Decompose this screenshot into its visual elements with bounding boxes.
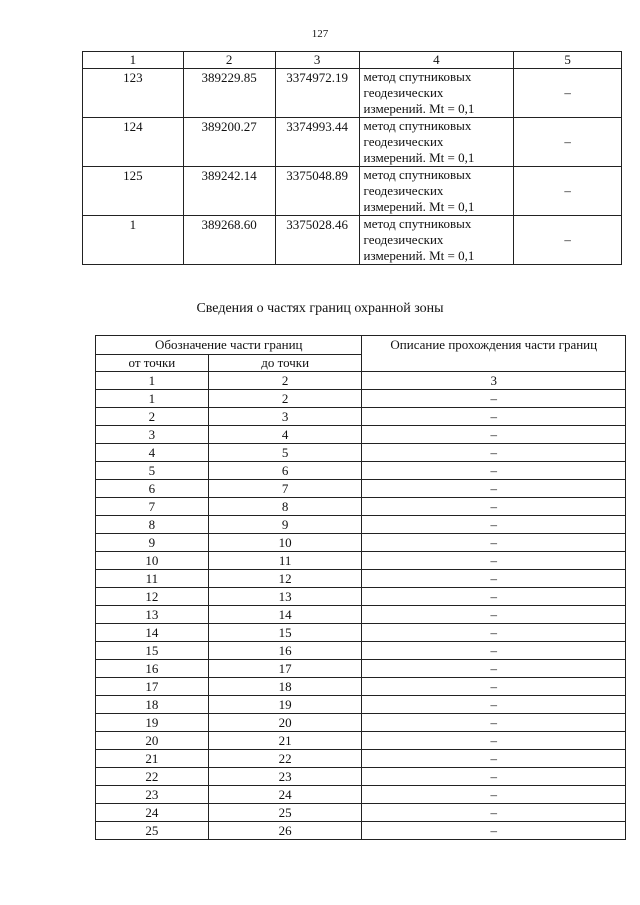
to-point-cell: 18 <box>208 678 362 696</box>
from-point-cell: 21 <box>96 750 209 768</box>
method-line: геодезических <box>363 85 444 100</box>
description-cell: – <box>362 516 626 534</box>
note-cell: – <box>514 69 622 118</box>
description-cell: – <box>362 606 626 624</box>
table-row <box>96 534 626 552</box>
y-coordinate-cell: 3374972.19 <box>275 69 359 118</box>
x-coordinate-cell: 389200.27 <box>183 118 275 167</box>
to-point-cell: 8 <box>208 498 362 516</box>
column-number: 1 <box>96 372 209 390</box>
table-row <box>96 624 626 642</box>
from-point-cell: 16 <box>96 660 209 678</box>
description-cell: – <box>362 822 626 840</box>
description-cell: – <box>362 786 626 804</box>
to-point-cell: 13 <box>208 588 362 606</box>
group-header: Обозначение части границ <box>96 336 362 355</box>
table-row <box>96 822 626 840</box>
x-coordinate-cell: 389268.60 <box>183 216 275 265</box>
from-point-cell: 13 <box>96 606 209 624</box>
method-line: измерений. Mt = 0,1 <box>363 101 475 116</box>
coordinates-table <box>82 51 622 265</box>
description-cell: – <box>362 588 626 606</box>
description-cell: – <box>362 534 626 552</box>
from-point-cell: 9 <box>96 534 209 552</box>
method-line: геодезических <box>363 183 444 198</box>
method-line: геодезических <box>363 232 444 247</box>
description-cell: – <box>362 768 626 786</box>
table-row <box>96 390 626 408</box>
table-row <box>96 786 626 804</box>
description-cell: – <box>362 462 626 480</box>
method-line: метод спутниковых <box>363 69 472 84</box>
to-point-cell: 17 <box>208 660 362 678</box>
description-cell: – <box>362 498 626 516</box>
method-cell <box>359 118 514 167</box>
description-cell: – <box>362 480 626 498</box>
from-point-cell: 2 <box>96 408 209 426</box>
description-cell: – <box>362 804 626 822</box>
to-point-cell: 10 <box>208 534 362 552</box>
y-coordinate-cell: 3375048.89 <box>275 167 359 216</box>
to-point-cell: 4 <box>208 426 362 444</box>
column-number: 3 <box>275 52 359 69</box>
description-cell: – <box>362 426 626 444</box>
from-point-cell: 6 <box>96 480 209 498</box>
from-point-cell: 1 <box>96 390 209 408</box>
table-row <box>96 552 626 570</box>
table-row <box>83 167 622 216</box>
table-row <box>96 462 626 480</box>
from-point-cell: 11 <box>96 570 209 588</box>
x-coordinate-cell: 389242.14 <box>183 167 275 216</box>
note-cell: – <box>514 167 622 216</box>
table-row <box>96 732 626 750</box>
from-point-cell: 15 <box>96 642 209 660</box>
table-row <box>96 750 626 768</box>
to-point-cell: 12 <box>208 570 362 588</box>
to-point-header: до точки <box>208 355 362 372</box>
method-line: метод спутниковых <box>363 216 472 231</box>
table-header-row <box>96 336 626 355</box>
note-cell: – <box>514 216 622 265</box>
page-number: 127 <box>311 28 329 40</box>
from-point-cell: 8 <box>96 516 209 534</box>
table-header-row <box>83 52 622 69</box>
y-coordinate-cell: 3374993.44 <box>275 118 359 167</box>
from-point-cell: 22 <box>96 768 209 786</box>
to-point-cell: 14 <box>208 606 362 624</box>
table-row <box>96 498 626 516</box>
note-cell: – <box>514 118 622 167</box>
from-point-cell: 20 <box>96 732 209 750</box>
description-cell: – <box>362 642 626 660</box>
from-point-cell: 14 <box>96 624 209 642</box>
description-cell: – <box>362 444 626 462</box>
point-cell: 125 <box>83 167 184 216</box>
description-cell: – <box>362 624 626 642</box>
from-point-cell: 25 <box>96 822 209 840</box>
to-point-cell: 9 <box>208 516 362 534</box>
to-point-cell: 26 <box>208 822 362 840</box>
point-cell: 124 <box>83 118 184 167</box>
from-point-cell: 3 <box>96 426 209 444</box>
method-cell <box>359 216 514 265</box>
table-row <box>96 588 626 606</box>
boundary-parts-table <box>95 335 626 840</box>
table-row <box>96 678 626 696</box>
column-number: 4 <box>359 52 514 69</box>
from-point-cell: 5 <box>96 462 209 480</box>
from-point-header: от точки <box>96 355 209 372</box>
from-point-cell: 7 <box>96 498 209 516</box>
description-cell: – <box>362 714 626 732</box>
description-header: Описание прохождения части границ <box>362 336 626 372</box>
point-cell: 123 <box>83 69 184 118</box>
from-point-cell: 23 <box>96 786 209 804</box>
column-number: 3 <box>362 372 626 390</box>
from-point-cell: 12 <box>96 588 209 606</box>
method-line: метод спутниковых <box>363 167 472 182</box>
method-line: измерений. Mt = 0,1 <box>363 199 475 214</box>
to-point-cell: 7 <box>208 480 362 498</box>
from-point-cell: 10 <box>96 552 209 570</box>
table-row <box>96 714 626 732</box>
description-cell: – <box>362 678 626 696</box>
column-number: 1 <box>83 52 184 69</box>
table-row <box>83 118 622 167</box>
table-row <box>96 642 626 660</box>
table-row <box>96 606 626 624</box>
from-point-cell: 19 <box>96 714 209 732</box>
table-row <box>96 768 626 786</box>
table-row <box>96 696 626 714</box>
method-line: геодезических <box>363 134 444 149</box>
table-row <box>96 408 626 426</box>
table-row <box>96 516 626 534</box>
description-cell: – <box>362 570 626 588</box>
table-row <box>83 216 622 265</box>
method-line: измерений. Mt = 0,1 <box>363 150 475 165</box>
table-row <box>96 444 626 462</box>
table-row <box>96 426 626 444</box>
description-cell: – <box>362 408 626 426</box>
section-title: Сведения о частях границ охранной зоны <box>196 301 444 316</box>
method-cell <box>359 167 514 216</box>
to-point-cell: 24 <box>208 786 362 804</box>
to-point-cell: 23 <box>208 768 362 786</box>
to-point-cell: 6 <box>208 462 362 480</box>
to-point-cell: 16 <box>208 642 362 660</box>
column-numbering-row <box>96 372 626 390</box>
from-point-cell: 18 <box>96 696 209 714</box>
from-point-cell: 24 <box>96 804 209 822</box>
table-row <box>96 660 626 678</box>
description-cell: – <box>362 660 626 678</box>
to-point-cell: 25 <box>208 804 362 822</box>
column-number: 2 <box>208 372 362 390</box>
table-row <box>83 69 622 118</box>
to-point-cell: 2 <box>208 390 362 408</box>
to-point-cell: 11 <box>208 552 362 570</box>
method-cell <box>359 69 514 118</box>
to-point-cell: 22 <box>208 750 362 768</box>
description-cell: – <box>362 696 626 714</box>
to-point-cell: 20 <box>208 714 362 732</box>
description-cell: – <box>362 732 626 750</box>
method-line: измерений. Mt = 0,1 <box>363 248 475 263</box>
table-row <box>96 804 626 822</box>
from-point-cell: 4 <box>96 444 209 462</box>
to-point-cell: 15 <box>208 624 362 642</box>
table-row <box>96 480 626 498</box>
description-cell: – <box>362 390 626 408</box>
table-row <box>96 570 626 588</box>
to-point-cell: 3 <box>208 408 362 426</box>
to-point-cell: 19 <box>208 696 362 714</box>
column-number: 2 <box>183 52 275 69</box>
to-point-cell: 5 <box>208 444 362 462</box>
from-point-cell: 17 <box>96 678 209 696</box>
method-line: метод спутниковых <box>363 118 472 133</box>
to-point-cell: 21 <box>208 732 362 750</box>
y-coordinate-cell: 3375028.46 <box>275 216 359 265</box>
description-cell: – <box>362 750 626 768</box>
description-cell: – <box>362 552 626 570</box>
point-cell: 1 <box>83 216 184 265</box>
x-coordinate-cell: 389229.85 <box>183 69 275 118</box>
column-number: 5 <box>514 52 622 69</box>
